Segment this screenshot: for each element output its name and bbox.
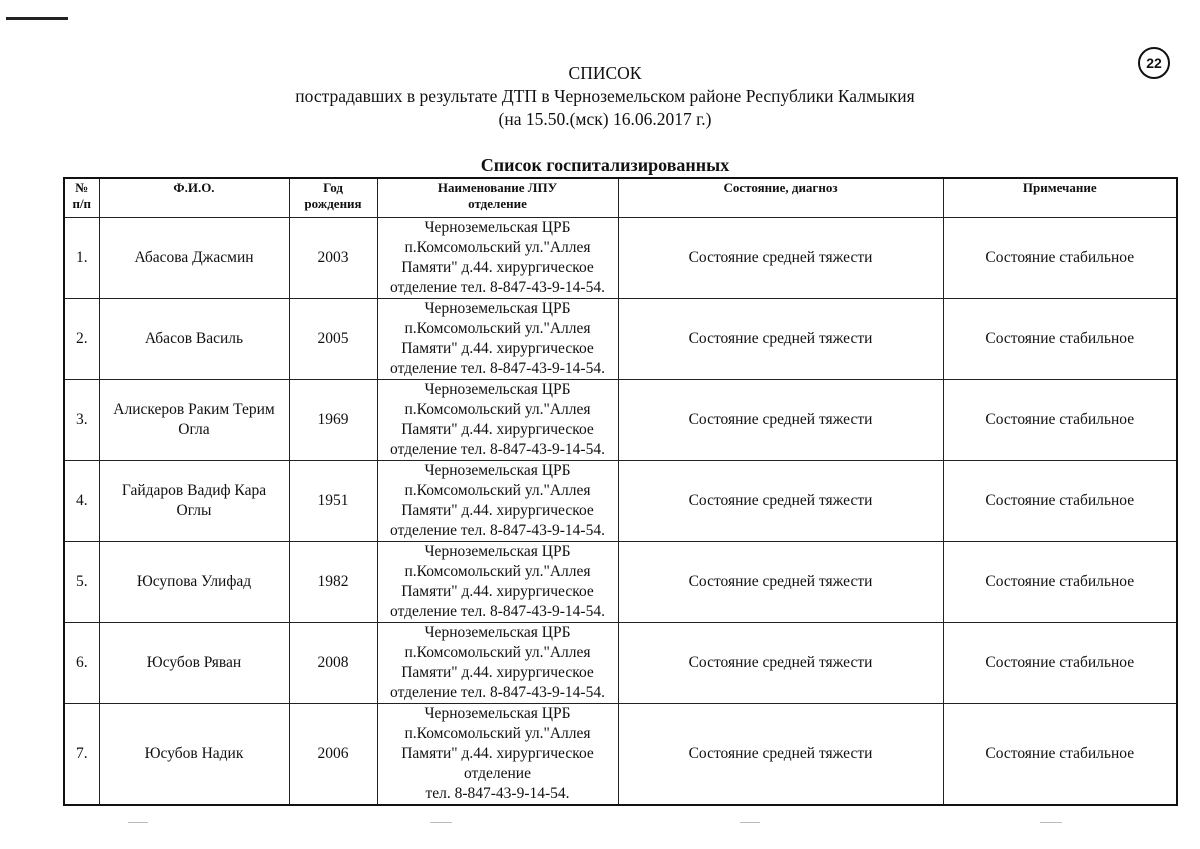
cell-note: Состояние стабильное xyxy=(943,704,1177,806)
cell-year: 2003 xyxy=(289,218,377,299)
cell-num: 1. xyxy=(64,218,99,299)
cell-hospital: Черноземельская ЦРБ п.Комсомольский ул."Аллея Памяти" д.44. хирургическое отделение тел. 8-847-43-9-14-54. xyxy=(377,380,618,461)
cell-year: 2008 xyxy=(289,623,377,704)
cell-condition: Состояние средней тяжести xyxy=(618,623,943,704)
hospitalized-table xyxy=(63,177,1178,806)
cell-condition: Состояние средней тяжести xyxy=(618,704,943,806)
cell-note: Состояние стабильное xyxy=(943,380,1177,461)
scan-artifact-line xyxy=(1040,822,1062,823)
header-num: № п/п xyxy=(64,178,99,218)
table-row xyxy=(64,299,1177,380)
cell-condition: Состояние средней тяжести xyxy=(618,380,943,461)
cell-condition: Состояние средней тяжести xyxy=(618,542,943,623)
cell-name: Абасова Джасмин xyxy=(99,218,289,299)
cell-name: Абасов Василь xyxy=(99,299,289,380)
header-condition: Состояние, диагноз xyxy=(618,178,943,218)
cell-year: 2005 xyxy=(289,299,377,380)
cell-name: Алискеров Раким Терим Огла xyxy=(99,380,289,461)
cell-num: 3. xyxy=(64,380,99,461)
header-name: Ф.И.О. xyxy=(99,178,289,218)
cell-condition: Состояние средней тяжести xyxy=(618,299,943,380)
header-year: Год рождения xyxy=(289,178,377,218)
cell-num: 5. xyxy=(64,542,99,623)
header-hospital: Наименование ЛПУ отделение xyxy=(377,178,618,218)
document-title: СПИСОК xyxy=(568,63,642,83)
table-row xyxy=(64,704,1177,806)
table-row xyxy=(64,218,1177,299)
cell-condition: Состояние средней тяжести xyxy=(618,218,943,299)
cell-hospital: Черноземельская ЦРБ п.Комсомольский ул."Аллея Памяти" д.44. хирургическое отделение тел. 8-847-43-9-14-54. xyxy=(377,461,618,542)
scan-artifact-line xyxy=(128,822,148,823)
scan-artifact-line xyxy=(430,822,452,823)
table-row xyxy=(64,380,1177,461)
cell-note: Состояние стабильное xyxy=(943,299,1177,380)
table-row xyxy=(64,623,1177,704)
cell-num: 6. xyxy=(64,623,99,704)
cell-name: Юсупова Улифад xyxy=(99,542,289,623)
cell-note: Состояние стабильное xyxy=(943,218,1177,299)
cell-year: 1951 xyxy=(289,461,377,542)
cell-note: Состояние стабильное xyxy=(943,461,1177,542)
cell-num: 2. xyxy=(64,299,99,380)
cell-name: Юсубов Надик xyxy=(99,704,289,806)
cell-year: 1969 xyxy=(289,380,377,461)
cell-hospital: Черноземельская ЦРБ п.Комсомольский ул."Аллея Памяти" д.44. хирургическое отделение тел. 8-847-43-9-14-54. xyxy=(377,704,618,806)
cell-hospital: Черноземельская ЦРБ п.Комсомольский ул."Аллея Памяти" д.44. хирургическое отделение тел. 8-847-43-9-14-54. xyxy=(377,299,618,380)
cell-condition: Состояние средней тяжести xyxy=(618,461,943,542)
scan-corner-mark xyxy=(6,17,68,20)
cell-year: 2006 xyxy=(289,704,377,806)
table-row xyxy=(64,461,1177,542)
table-header-row xyxy=(64,178,1177,218)
cell-name: Юсубов Ряван xyxy=(99,623,289,704)
document-subtitle: пострадавших в результате ДТП в Черноземельском районе Республики Калмыкия xyxy=(295,86,915,106)
header-note: Примечание xyxy=(943,178,1177,218)
scan-artifact-line xyxy=(740,822,760,823)
cell-num: 7. xyxy=(64,704,99,806)
document-header xyxy=(0,62,1200,131)
section-title: Список госпитализированных xyxy=(480,155,730,175)
page-number-badge: 22 xyxy=(1138,47,1170,79)
cell-hospital: Черноземельская ЦРБ п.Комсомольский ул."Аллея Памяти" д.44. хирургическое отделение тел. 8-847-43-9-14-54. xyxy=(377,623,618,704)
document-date: (на 15.50.(мск) 16.06.2017 г.) xyxy=(498,109,712,129)
cell-hospital: Черноземельская ЦРБ п.Комсомольский ул."Аллея Памяти" д.44. хирургическое отделение тел. 8-847-43-9-14-54. xyxy=(377,542,618,623)
cell-year: 1982 xyxy=(289,542,377,623)
cell-num: 4. xyxy=(64,461,99,542)
cell-note: Состояние стабильное xyxy=(943,542,1177,623)
cell-hospital: Черноземельская ЦРБ п.Комсомольский ул."Аллея Памяти" д.44. хирургическое отделение тел. 8-847-43-9-14-54. xyxy=(377,218,618,299)
cell-note: Состояние стабильное xyxy=(943,623,1177,704)
cell-name: Гайдаров Вадиф Кара Оглы xyxy=(99,461,289,542)
table-row xyxy=(64,542,1177,623)
